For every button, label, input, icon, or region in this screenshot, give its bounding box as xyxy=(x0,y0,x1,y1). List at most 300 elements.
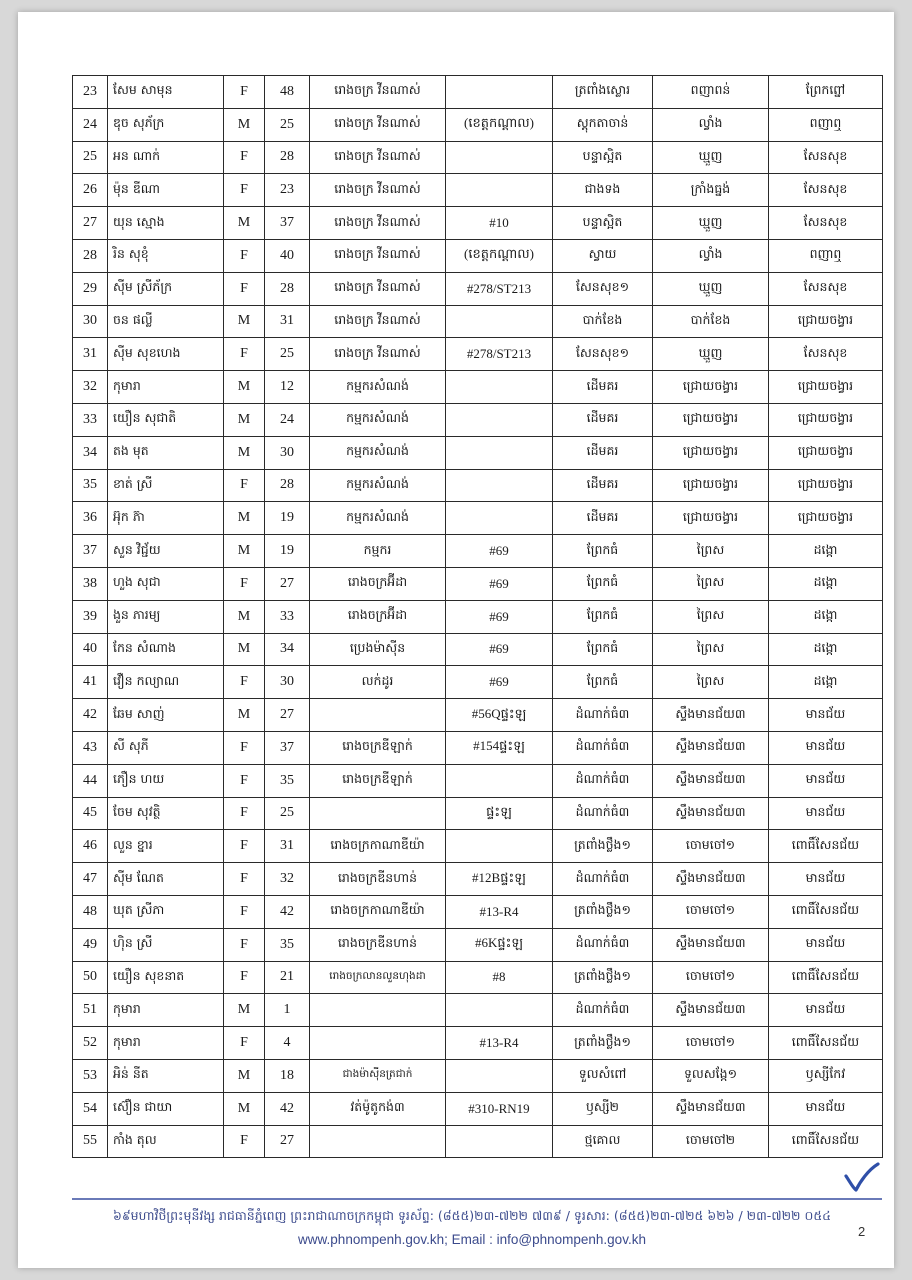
sex-cell: F xyxy=(224,141,265,174)
age-cell: 4 xyxy=(265,1027,310,1060)
age-cell: 48 xyxy=(265,76,310,109)
table-row xyxy=(73,272,883,305)
row-number-cell: 55 xyxy=(73,1125,108,1158)
row-number-cell: 53 xyxy=(73,1059,108,1092)
commune-cell: ចោមចៅ២ xyxy=(653,1125,769,1158)
age-cell: 42 xyxy=(265,1092,310,1125)
name-cell: ម៉ុន ឌីណា xyxy=(108,174,224,207)
row-number-cell: 46 xyxy=(73,830,108,863)
name-cell: ឆែម សាញ់ xyxy=(108,699,224,732)
table-row xyxy=(73,731,883,764)
house-number-cell xyxy=(446,403,553,436)
house-number-cell xyxy=(446,764,553,797)
name-cell: កុមារា xyxy=(108,371,224,404)
row-number-cell: 40 xyxy=(73,633,108,666)
occupation-cell xyxy=(310,797,446,830)
district-cell: មានជ័យ xyxy=(769,928,883,961)
house-number-cell: #69 xyxy=(446,567,553,600)
sex-cell: M xyxy=(224,403,265,436)
checkmark-icon xyxy=(842,1160,882,1194)
name-cell: ឌុច សុភ័ក្រ xyxy=(108,108,224,141)
occupation-cell: រោងចក្រឌីនហាន់ xyxy=(310,863,446,896)
district-cell: សែនសុខ xyxy=(769,272,883,305)
age-cell: 24 xyxy=(265,403,310,436)
house-number-cell xyxy=(446,371,553,404)
commune-cell: ព្រៃស xyxy=(653,666,769,699)
occupation-cell: រោងចក្រ វីនណាស់ xyxy=(310,108,446,141)
occupation-cell: រោងចក្រ វីនណាស់ xyxy=(310,174,446,207)
commune-cell: ឃ្មួញ xyxy=(653,272,769,305)
village-cell: ដំណាក់ធំ៣ xyxy=(553,764,653,797)
district-cell: ដង្កោ xyxy=(769,633,883,666)
name-cell: យឿន សុជាតិ xyxy=(108,403,224,436)
occupation-cell: រោងចក្រ វីនណាស់ xyxy=(310,338,446,371)
name-cell: ស៊ឿន ជាយា xyxy=(108,1092,224,1125)
name-cell: ហួង សុជា xyxy=(108,567,224,600)
age-cell: 32 xyxy=(265,863,310,896)
name-cell: កែន សំណាង xyxy=(108,633,224,666)
row-number-cell: 30 xyxy=(73,305,108,338)
age-cell: 31 xyxy=(265,305,310,338)
house-number-cell xyxy=(446,1059,553,1092)
commune-cell: ព្រៃស xyxy=(653,567,769,600)
commune-cell: ព្រៃស xyxy=(653,633,769,666)
table-row xyxy=(73,502,883,535)
occupation-cell: កម្មករសំណង់ xyxy=(310,436,446,469)
age-cell: 42 xyxy=(265,895,310,928)
table-row xyxy=(73,961,883,994)
table-row xyxy=(73,863,883,896)
name-cell: កុមារា xyxy=(108,1027,224,1060)
village-cell: ត្រពាំងស្លោរ xyxy=(553,76,653,109)
sex-cell: M xyxy=(224,699,265,732)
name-cell: ភឿន ហយ xyxy=(108,764,224,797)
sex-cell: F xyxy=(224,863,265,896)
sex-cell: M xyxy=(224,1059,265,1092)
name-cell: ចន ផល្លី xyxy=(108,305,224,338)
sex-cell: M xyxy=(224,305,265,338)
table-row xyxy=(73,830,883,863)
village-cell: ថ្មគោល xyxy=(553,1125,653,1158)
village-cell: ដើមគរ xyxy=(553,469,653,502)
table-row xyxy=(73,764,883,797)
age-cell: 25 xyxy=(265,108,310,141)
village-cell: ស្តុកតាចាន់ xyxy=(553,108,653,141)
sex-cell: M xyxy=(224,108,265,141)
house-number-cell: #69 xyxy=(446,600,553,633)
row-number-cell: 35 xyxy=(73,469,108,502)
district-cell: សែនសុខ xyxy=(769,338,883,371)
age-cell: 28 xyxy=(265,141,310,174)
table-body xyxy=(73,76,883,1158)
house-number-cell: #13-R4 xyxy=(446,895,553,928)
village-cell: បន្ទាស្អិត xyxy=(553,207,653,240)
row-number-cell: 51 xyxy=(73,994,108,1027)
row-number-cell: 25 xyxy=(73,141,108,174)
commune-cell: ស្ទឹងមានជ័យ៣ xyxy=(653,764,769,797)
occupation-cell: ជាងម៉ាស៊ីនត្រជាក់ xyxy=(310,1059,446,1092)
district-cell: ឫស្សីកែវ xyxy=(769,1059,883,1092)
row-number-cell: 27 xyxy=(73,207,108,240)
village-cell: ដើមគរ xyxy=(553,502,653,535)
village-cell: សែនសុខ១ xyxy=(553,272,653,305)
commune-cell: ពញាពន់ xyxy=(653,76,769,109)
district-cell: ដង្កោ xyxy=(769,535,883,568)
commune-cell: ចោមចៅ១ xyxy=(653,961,769,994)
occupation-cell: រោងចក្រឌីនហាន់ xyxy=(310,928,446,961)
age-cell: 27 xyxy=(265,699,310,732)
row-number-cell: 44 xyxy=(73,764,108,797)
house-number-cell xyxy=(446,76,553,109)
sex-cell: F xyxy=(224,830,265,863)
district-cell: ពញាឮ xyxy=(769,108,883,141)
age-cell: 31 xyxy=(265,830,310,863)
district-cell: ដង្កោ xyxy=(769,666,883,699)
village-cell: បន្ទាស្អិត xyxy=(553,141,653,174)
village-cell: ព្រែកធំ xyxy=(553,600,653,633)
district-cell: ពោធិ៍សែនជ័យ xyxy=(769,895,883,928)
house-number-cell xyxy=(446,305,553,338)
occupation-cell: រោងចក្រ វីនណាស់ xyxy=(310,141,446,174)
village-cell: ទួលសំពៅ xyxy=(553,1059,653,1092)
name-cell: អិន់ នីត xyxy=(108,1059,224,1092)
age-cell: 34 xyxy=(265,633,310,666)
name-cell: សួន វិជ្ជ័យ xyxy=(108,535,224,568)
table-row xyxy=(73,108,883,141)
occupation-cell: រោងចក្រ វីនណាស់ xyxy=(310,76,446,109)
sex-cell: F xyxy=(224,1125,265,1158)
commune-cell: ស្ទឹងមានជ័យ៣ xyxy=(653,863,769,896)
sex-cell: F xyxy=(224,1027,265,1060)
table-row xyxy=(73,567,883,600)
sex-cell: M xyxy=(224,1092,265,1125)
age-cell: 23 xyxy=(265,174,310,207)
name-cell: កាំង តុល xyxy=(108,1125,224,1158)
occupation-cell: កម្មករ xyxy=(310,535,446,568)
house-number-cell: #278/ST213 xyxy=(446,272,553,305)
occupation-cell: លក់ដូរ xyxy=(310,666,446,699)
house-number-cell: #69 xyxy=(446,633,553,666)
village-cell: ស្វាយ xyxy=(553,239,653,272)
district-cell: ដង្កោ xyxy=(769,600,883,633)
row-number-cell: 32 xyxy=(73,371,108,404)
house-number-cell: (ខេត្តកណ្តាល) xyxy=(446,239,553,272)
commune-cell: ឃ្មួញ xyxy=(653,207,769,240)
occupation-cell xyxy=(310,1027,446,1060)
commune-cell: ចោមចៅ១ xyxy=(653,1027,769,1060)
row-number-cell: 54 xyxy=(73,1092,108,1125)
table-row xyxy=(73,535,883,568)
age-cell: 27 xyxy=(265,567,310,600)
name-cell: ហ៊ិន ស្រី xyxy=(108,928,224,961)
table-row xyxy=(73,174,883,207)
district-cell: ជ្រោយចង្វារ xyxy=(769,436,883,469)
district-cell: មានជ័យ xyxy=(769,699,883,732)
row-number-cell: 52 xyxy=(73,1027,108,1060)
age-cell: 27 xyxy=(265,1125,310,1158)
row-number-cell: 48 xyxy=(73,895,108,928)
sex-cell: F xyxy=(224,567,265,600)
table-row xyxy=(73,469,883,502)
sex-cell: F xyxy=(224,76,265,109)
sex-cell: F xyxy=(224,797,265,830)
sex-cell: F xyxy=(224,928,265,961)
commune-cell: ស្ទឹងមានជ័យ៣ xyxy=(653,994,769,1027)
footer-divider xyxy=(72,1198,882,1200)
name-cell: សី សុភី xyxy=(108,731,224,764)
village-cell: ដំណាក់ធំ៣ xyxy=(553,863,653,896)
district-cell: ព្រែកព្នៅ xyxy=(769,76,883,109)
row-number-cell: 36 xyxy=(73,502,108,535)
occupation-cell: រោងចក្រលានលួនហុងដា xyxy=(310,961,446,994)
district-cell: ជ្រោយចង្វារ xyxy=(769,403,883,436)
age-cell: 25 xyxy=(265,338,310,371)
table-row xyxy=(73,1125,883,1158)
age-cell: 25 xyxy=(265,797,310,830)
name-cell: ស៊ីម ណែត xyxy=(108,863,224,896)
district-cell: ជ្រោយចង្វារ xyxy=(769,502,883,535)
house-number-cell: #154ផ្ទះឡ xyxy=(446,731,553,764)
commune-cell: ជ្រោយចង្វារ xyxy=(653,436,769,469)
house-number-cell: ផ្ទះឡ xyxy=(446,797,553,830)
table-row xyxy=(73,666,883,699)
commune-cell: ចោមចៅ១ xyxy=(653,895,769,928)
village-cell: ព្រែកធំ xyxy=(553,567,653,600)
house-number-cell xyxy=(446,436,553,469)
commune-cell: បាក់ខែង xyxy=(653,305,769,338)
house-number-cell: #278/ST213 xyxy=(446,338,553,371)
district-cell: មានជ័យ xyxy=(769,731,883,764)
house-number-cell: #10 xyxy=(446,207,553,240)
house-number-cell: #56Qផ្ទះឡ xyxy=(446,699,553,732)
age-cell: 30 xyxy=(265,436,310,469)
district-cell: ជ្រោយចង្វារ xyxy=(769,305,883,338)
name-cell: ស៊ីម ស្រីភ័ក្រ xyxy=(108,272,224,305)
age-cell: 1 xyxy=(265,994,310,1027)
row-number-cell: 45 xyxy=(73,797,108,830)
commune-cell: ឃ្មួញ xyxy=(653,141,769,174)
commune-cell: ជ្រោយចង្វារ xyxy=(653,502,769,535)
village-cell: ដើមគរ xyxy=(553,436,653,469)
commune-cell: ស្ទឹងមានជ័យ៣ xyxy=(653,1092,769,1125)
occupation-cell: ប្រេងម៉ាស៊ីន xyxy=(310,633,446,666)
sex-cell: F xyxy=(224,272,265,305)
table-row xyxy=(73,338,883,371)
occupation-cell: រោងចក្រ វីនណាស់ xyxy=(310,207,446,240)
house-number-cell xyxy=(446,830,553,863)
row-number-cell: 50 xyxy=(73,961,108,994)
house-number-cell: #13-R4 xyxy=(446,1027,553,1060)
commune-cell: ជ្រោយចង្វារ xyxy=(653,403,769,436)
row-number-cell: 34 xyxy=(73,436,108,469)
age-cell: 37 xyxy=(265,207,310,240)
table-row xyxy=(73,994,883,1027)
district-cell: សែនសុខ xyxy=(769,174,883,207)
village-cell: ត្រពាំងថ្លឹង១ xyxy=(553,1027,653,1060)
occupation-cell: កម្មករសំណង់ xyxy=(310,403,446,436)
name-cell: យឿន សុខនាត xyxy=(108,961,224,994)
row-number-cell: 39 xyxy=(73,600,108,633)
name-cell: រិន សុខុំ xyxy=(108,239,224,272)
name-cell: វឿន កល្យាណ xyxy=(108,666,224,699)
district-cell: មានជ័យ xyxy=(769,863,883,896)
name-cell: ងួន ភារម្យ xyxy=(108,600,224,633)
house-number-cell: #69 xyxy=(446,666,553,699)
village-cell: ដំណាក់ធំ៣ xyxy=(553,928,653,961)
age-cell: 18 xyxy=(265,1059,310,1092)
table-row xyxy=(73,371,883,404)
table-row xyxy=(73,1092,883,1125)
table-row xyxy=(73,1027,883,1060)
village-cell: ដំណាក់ធំ៣ xyxy=(553,797,653,830)
name-cell: ឃុត ស្រីភា xyxy=(108,895,224,928)
age-cell: 37 xyxy=(265,731,310,764)
village-cell: ដំណាក់ធំ៣ xyxy=(553,994,653,1027)
district-cell: ជ្រោយចង្វារ xyxy=(769,371,883,404)
commune-cell: ទួលសង្កែ១ xyxy=(653,1059,769,1092)
name-cell: ចែម សុវត្ថិ xyxy=(108,797,224,830)
age-cell: 19 xyxy=(265,535,310,568)
commune-cell: ព្រៃស xyxy=(653,535,769,568)
house-number-cell: #69 xyxy=(446,535,553,568)
sex-cell: M xyxy=(224,207,265,240)
occupation-cell: រោងចក្រឌីឡាក់ xyxy=(310,764,446,797)
row-number-cell: 23 xyxy=(73,76,108,109)
commune-cell: ជ្រោយចង្វារ xyxy=(653,371,769,404)
occupation-cell: វត់ម៉ូតូកង់៣ xyxy=(310,1092,446,1125)
occupation-cell: រោងចក្រ វីនណាស់ xyxy=(310,239,446,272)
document-page xyxy=(18,12,894,1268)
occupation-cell: កម្មករសំណង់ xyxy=(310,469,446,502)
village-cell: ឫស្សី២ xyxy=(553,1092,653,1125)
sex-cell: F xyxy=(224,666,265,699)
age-cell: 21 xyxy=(265,961,310,994)
house-number-cell: (ខេត្តកណ្តាល) xyxy=(446,108,553,141)
name-cell: យុន ស្មោង xyxy=(108,207,224,240)
sex-cell: F xyxy=(224,338,265,371)
occupation-cell: រោងចក្រអ៊ីដា xyxy=(310,567,446,600)
occupation-cell xyxy=(310,1125,446,1158)
district-cell: មានជ័យ xyxy=(769,1092,883,1125)
sex-cell: F xyxy=(224,895,265,928)
occupation-cell: រោងចក្រ វីនណាស់ xyxy=(310,272,446,305)
row-number-cell: 41 xyxy=(73,666,108,699)
village-cell: បាក់ខែង xyxy=(553,305,653,338)
occupation-cell: កម្មករសំណង់ xyxy=(310,502,446,535)
village-cell: ដំណាក់ធំ៣ xyxy=(553,699,653,732)
occupation-cell: រោងចក្រ វីនណាស់ xyxy=(310,305,446,338)
sex-cell: F xyxy=(224,731,265,764)
district-cell: សែនសុខ xyxy=(769,207,883,240)
commune-cell: ចោមចៅ១ xyxy=(653,830,769,863)
sex-cell: M xyxy=(224,502,265,535)
row-number-cell: 43 xyxy=(73,731,108,764)
commune-cell: ល្វាំង xyxy=(653,108,769,141)
name-cell: ស៊ីម សុខហេង xyxy=(108,338,224,371)
district-cell: ពោធិ៍សែនជ័យ xyxy=(769,961,883,994)
village-cell: ដើមគរ xyxy=(553,403,653,436)
commune-cell: ឃ្មួញ xyxy=(653,338,769,371)
row-number-cell: 29 xyxy=(73,272,108,305)
table-row xyxy=(73,699,883,732)
table-row xyxy=(73,633,883,666)
row-number-cell: 49 xyxy=(73,928,108,961)
table-row xyxy=(73,895,883,928)
name-cell: កុមារា xyxy=(108,994,224,1027)
district-cell: ពោធិ៍សែនជ័យ xyxy=(769,830,883,863)
commune-cell: ស្ទឹងមានជ័យ៣ xyxy=(653,797,769,830)
district-cell: មានជ័យ xyxy=(769,797,883,830)
commune-cell: ជ្រោយចង្វារ xyxy=(653,469,769,502)
row-number-cell: 42 xyxy=(73,699,108,732)
age-cell: 19 xyxy=(265,502,310,535)
house-number-cell xyxy=(446,174,553,207)
village-cell: ត្រពាំងថ្លឹង១ xyxy=(553,895,653,928)
occupation-cell xyxy=(310,994,446,1027)
sex-cell: F xyxy=(224,961,265,994)
commune-cell: ក្រាំងធ្នង់ xyxy=(653,174,769,207)
village-cell: ដើមគរ xyxy=(553,371,653,404)
house-number-cell xyxy=(446,469,553,502)
occupation-cell: រោងចក្រឌីឡាក់ xyxy=(310,731,446,764)
row-number-cell: 28 xyxy=(73,239,108,272)
row-number-cell: 33 xyxy=(73,403,108,436)
commune-cell: ស្ទឹងមានជ័យ៣ xyxy=(653,731,769,764)
district-cell: សែនសុខ xyxy=(769,141,883,174)
row-number-cell: 24 xyxy=(73,108,108,141)
district-cell: មានជ័យ xyxy=(769,764,883,797)
sex-cell: F xyxy=(224,764,265,797)
name-cell: អ៊ុក ភ៊ា xyxy=(108,502,224,535)
table-row xyxy=(73,797,883,830)
table-row xyxy=(73,928,883,961)
sex-cell: M xyxy=(224,371,265,404)
age-cell: 35 xyxy=(265,928,310,961)
table-row xyxy=(73,76,883,109)
table-row xyxy=(73,305,883,338)
footer-address: ៦៩មហាវិថីព្រះមុនីវង្ស រាជធានីភ្នំពេញ ព្រះរាជាណាចក្រកម្ពុជា ទូរស័ព្ទ: (៨៥៥)២៣-៧២២ ៧៣៩ / ទូរសារ: (៨៥៥)២៣-៧២៥ ៦២៦ / ២៣-៧២២ ០៥៤ xyxy=(112,1208,832,1223)
footer-web-email: www.phnompenh.gov.kh; Email : info@phnompenh.gov.kh xyxy=(298,1232,646,1247)
house-number-cell xyxy=(446,1125,553,1158)
occupation-cell: រោងចក្រអ៊ីដា xyxy=(310,600,446,633)
page-number: 2 xyxy=(858,1224,866,1239)
table-row xyxy=(73,207,883,240)
village-cell: ដំណាក់ធំ៣ xyxy=(553,731,653,764)
sex-cell: M xyxy=(224,994,265,1027)
name-cell: អន ណាក់ xyxy=(108,141,224,174)
table-row xyxy=(73,1059,883,1092)
sex-cell: F xyxy=(224,239,265,272)
age-cell: 33 xyxy=(265,600,310,633)
commune-cell: ស្ទឹងមានជ័យ៣ xyxy=(653,699,769,732)
table-row xyxy=(73,239,883,272)
commune-cell: ព្រៃស xyxy=(653,600,769,633)
age-cell: 40 xyxy=(265,239,310,272)
occupation-cell: រោងចក្រកាណាឌីយ៉ា xyxy=(310,895,446,928)
age-cell: 28 xyxy=(265,272,310,305)
village-cell: សែនសុខ១ xyxy=(553,338,653,371)
table-row xyxy=(73,600,883,633)
age-cell: 35 xyxy=(265,764,310,797)
name-cell: លួន ខ្នារ xyxy=(108,830,224,863)
district-cell: ពោធិ៍សែនជ័យ xyxy=(769,1125,883,1158)
table-row xyxy=(73,436,883,469)
village-cell: ព្រែកធំ xyxy=(553,633,653,666)
sex-cell: M xyxy=(224,600,265,633)
commune-cell: ល្វាំង xyxy=(653,239,769,272)
row-number-cell: 37 xyxy=(73,535,108,568)
occupation-cell: កម្មករសំណង់ xyxy=(310,371,446,404)
